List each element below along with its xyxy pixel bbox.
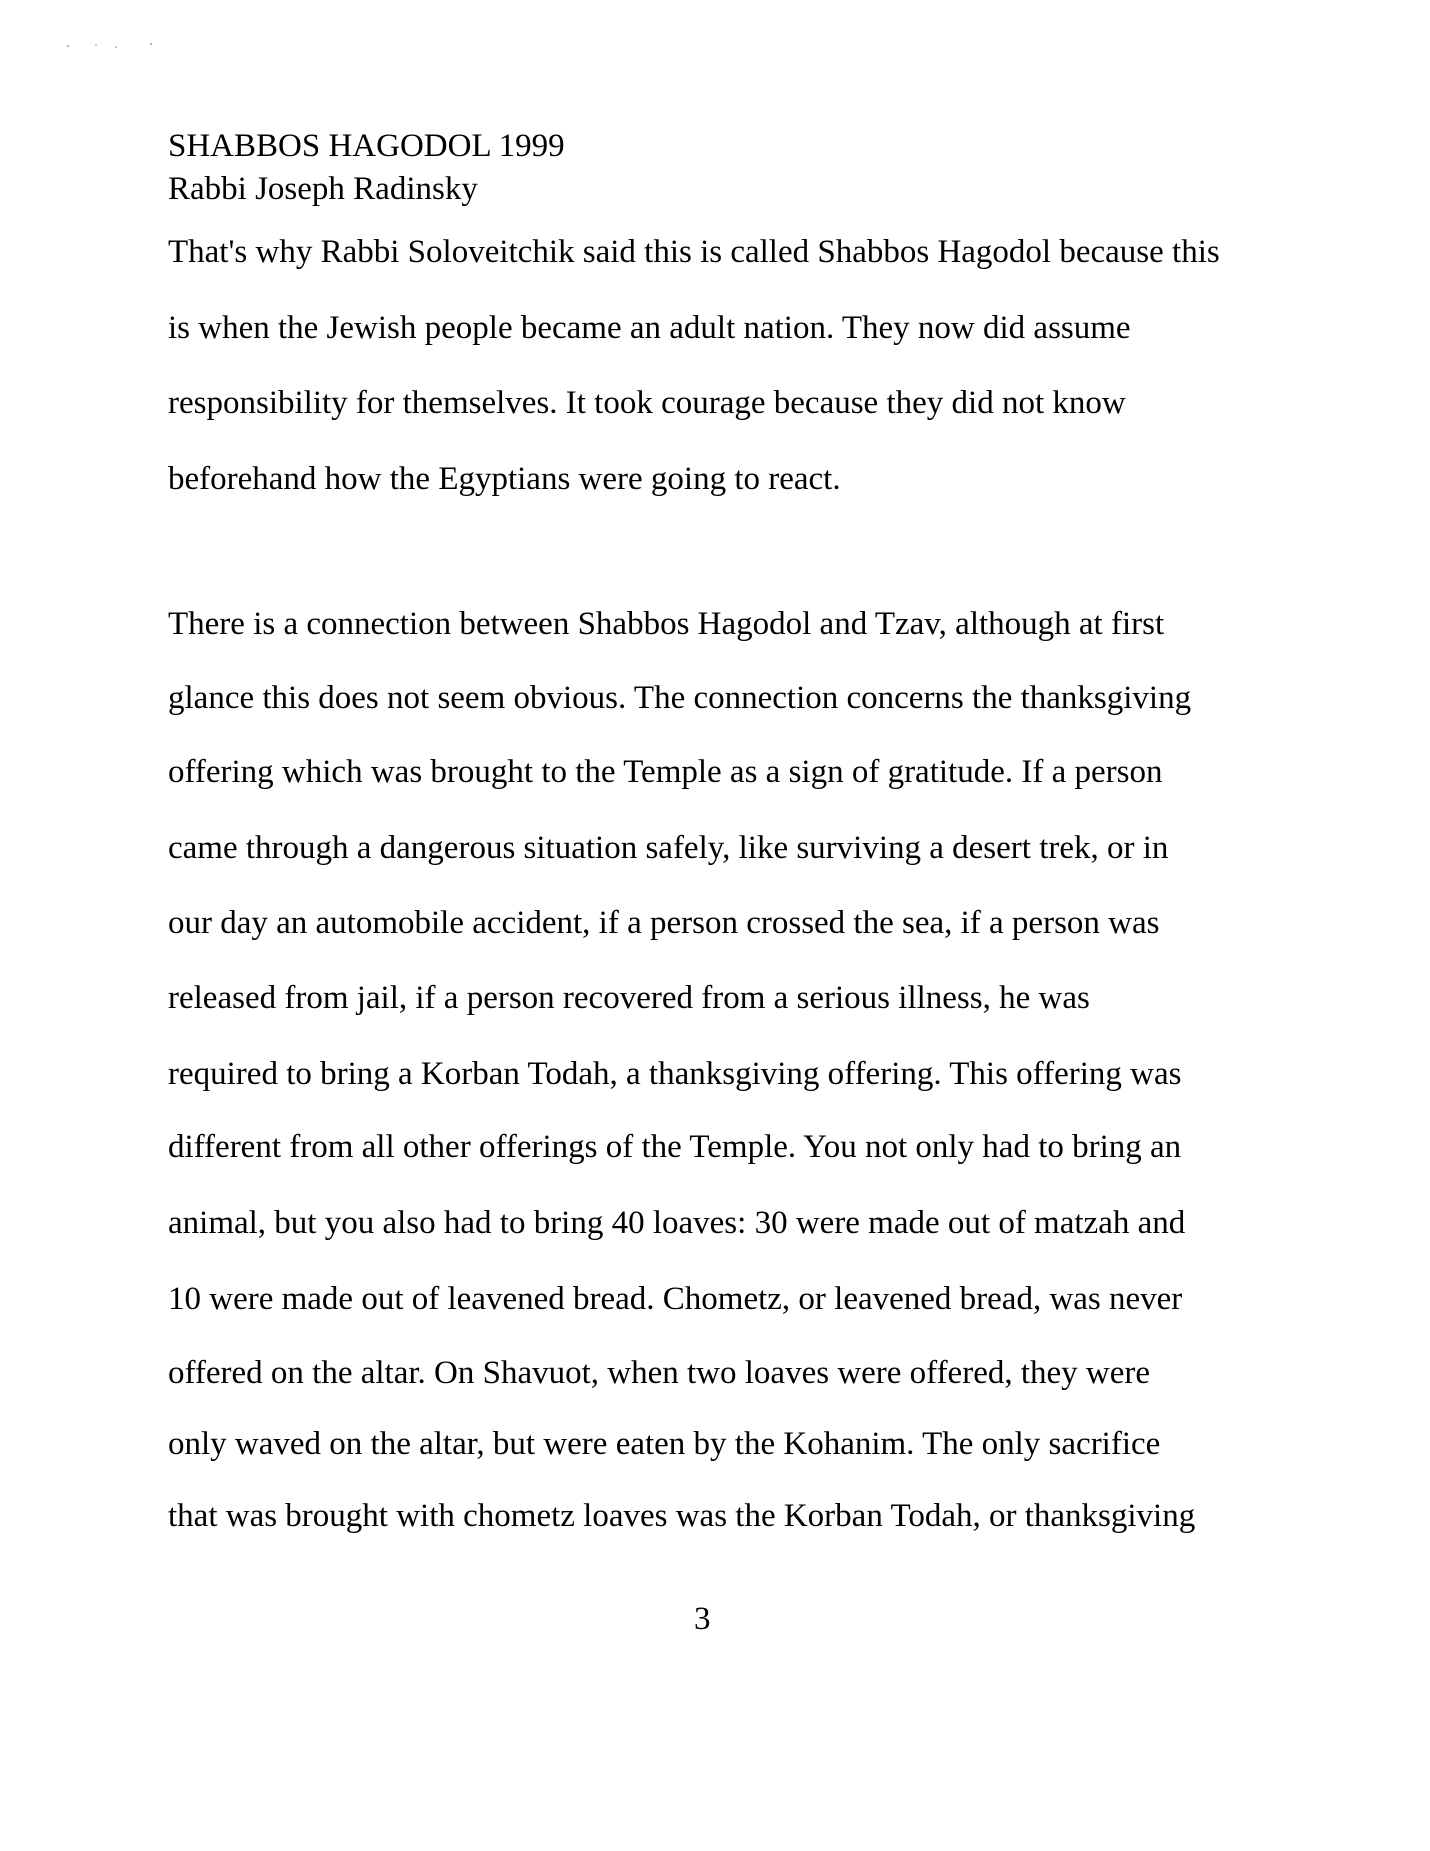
text-line: beforehand how the Egyptians were going to react. <box>168 461 841 497</box>
text-line: is when the Jewish people became an adult nation. They now did assume <box>168 310 1131 346</box>
text-line: different from all other offerings of the Temple. You not only had to bring an <box>168 1129 1182 1165</box>
text-line: glance this does not seem obvious. The connection concerns the thanksgiving <box>168 680 1192 716</box>
text-line: That's why Rabbi Soloveitchik said this is called Shabbos Hagodol because this <box>168 234 1220 270</box>
text-line: that was brought with chometz loaves was the Korban Todah, or thanksgiving <box>168 1498 1196 1534</box>
text-line: offering which was brought to the Temple as a sign of gratitude. If a person <box>168 754 1163 790</box>
scan-specks <box>66 42 166 62</box>
text-line: our day an automobile accident, if a person crossed the sea, if a person was <box>168 905 1160 941</box>
text-line: only waved on the altar, but were eaten by the Kohanim. The only sacrifice <box>168 1426 1161 1462</box>
text-line: 10 were made out of leavened bread. Chometz, or leavened bread, was never <box>168 1281 1183 1317</box>
page-number: 3 <box>694 1601 711 1637</box>
document-header <box>168 125 565 211</box>
text-line: responsibility for themselves. It took courage because they did not know <box>168 385 1126 421</box>
text-line: released from jail, if a person recovered from a serious illness, he was <box>168 980 1090 1016</box>
text-line: required to bring a Korban Todah, a thanksgiving offering. This offering was <box>168 1056 1182 1092</box>
text-line: offered on the altar. On Shavuot, when two loaves were offered, they were <box>168 1355 1151 1391</box>
document-author: Rabbi Joseph Radinsky <box>168 171 478 207</box>
document-title: SHABBOS HAGODOL 1999 <box>168 128 565 164</box>
text-line: animal, but you also had to bring 40 loaves: 30 were made out of matzah and <box>168 1205 1186 1241</box>
text-line: came through a dangerous situation safely, like surviving a desert trek, or in <box>168 830 1169 866</box>
text-line: There is a connection between Shabbos Hagodol and Tzav, although at first <box>168 606 1165 642</box>
